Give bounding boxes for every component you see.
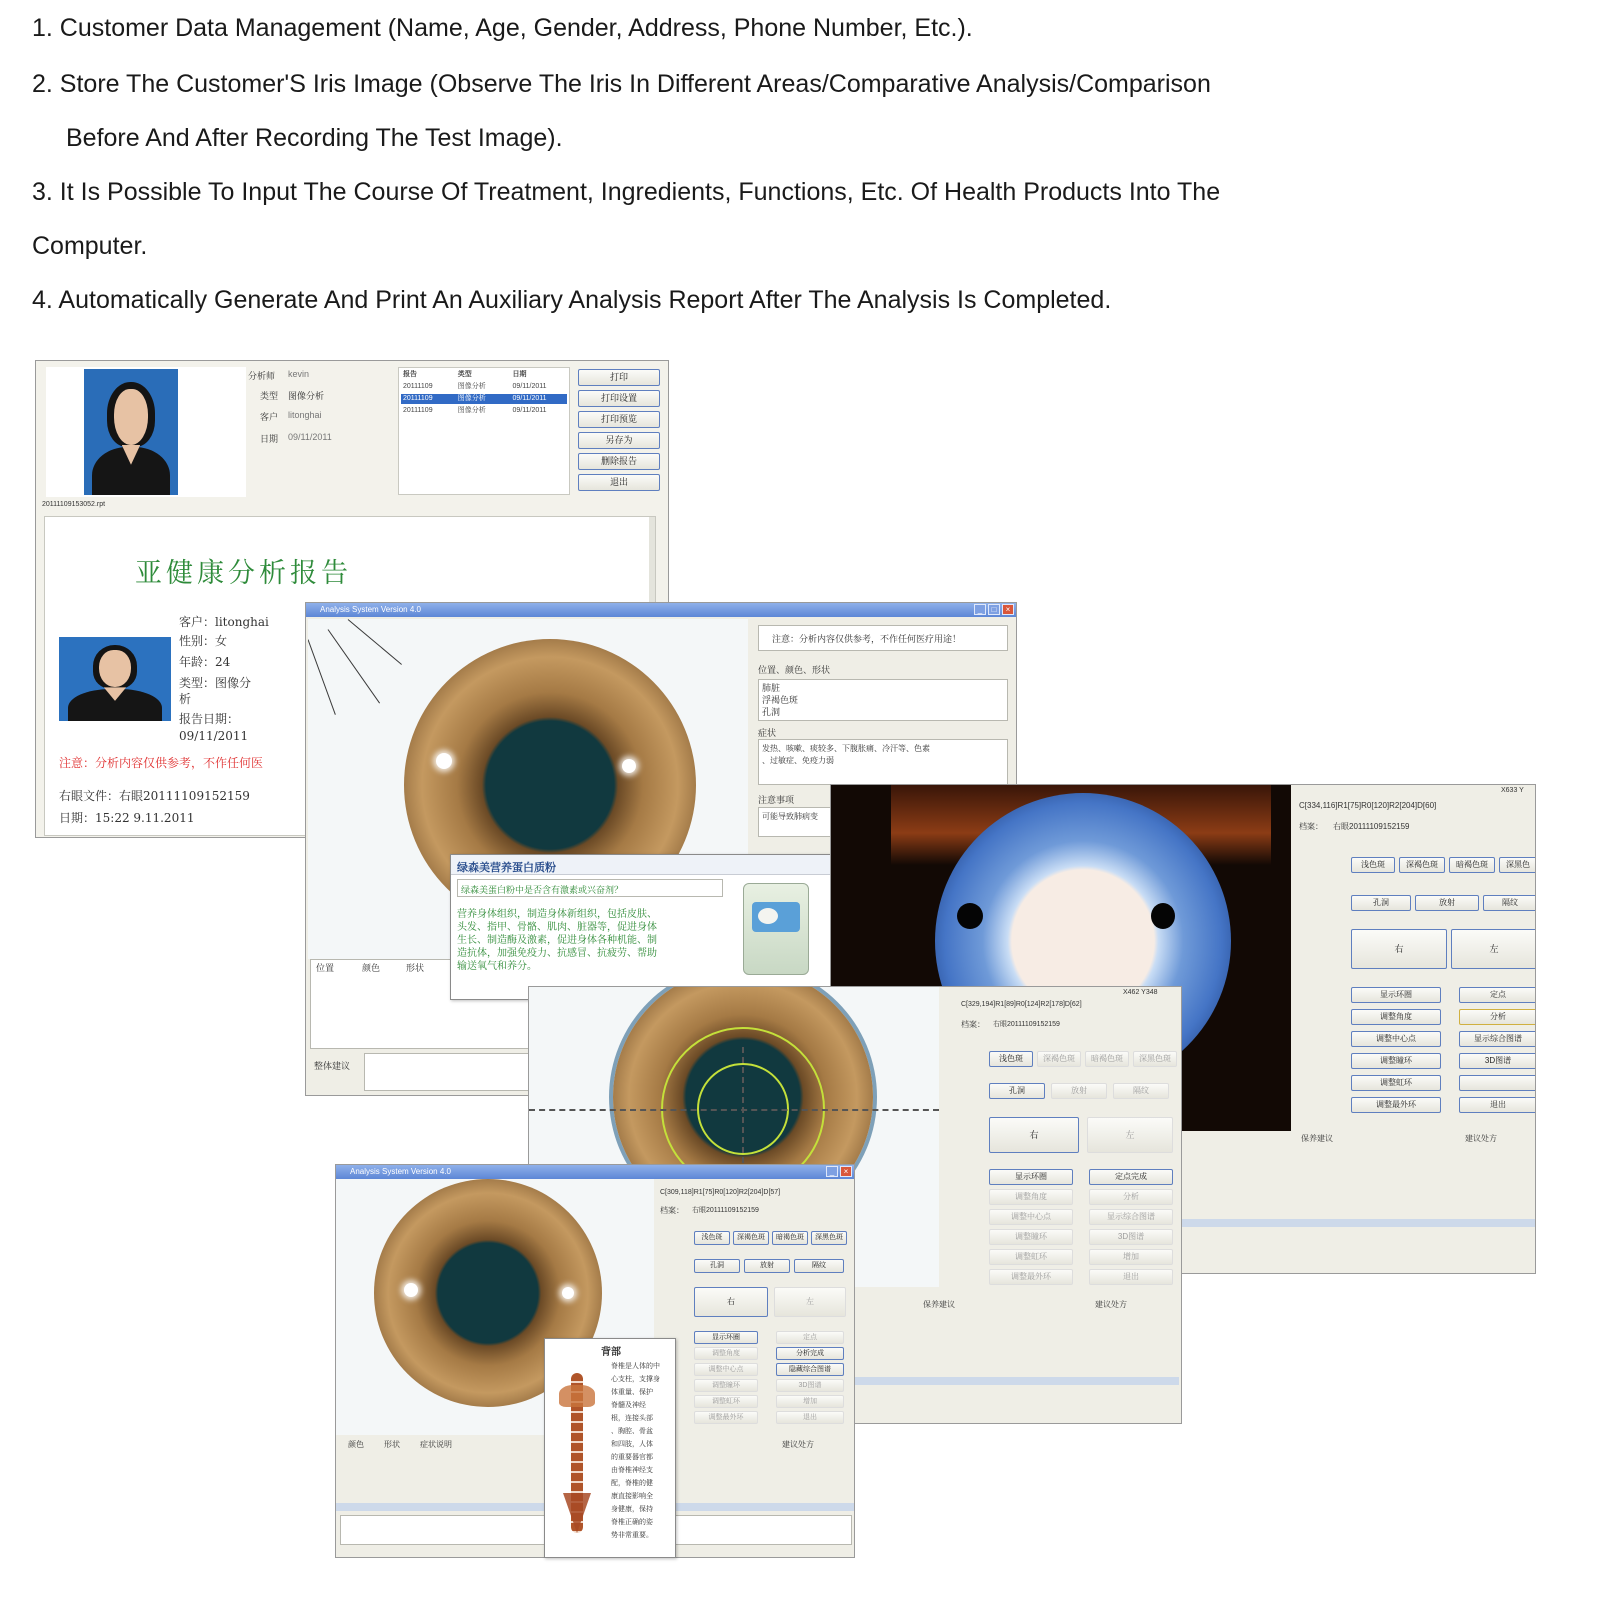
list-header-type: 类型	[457, 371, 472, 378]
list-cell: 图像分析	[457, 407, 486, 414]
hole-button[interactable]: 孔洞	[694, 1259, 740, 1273]
crosshair-horizontal	[529, 1109, 939, 1111]
disabled-button[interactable]	[1459, 1075, 1536, 1091]
close-icon[interactable]: ×	[840, 1166, 852, 1177]
field-value-date: 09/11/2011	[288, 432, 332, 442]
field-value-customer: litonghai	[288, 410, 322, 420]
file-label: 档案：	[961, 1020, 985, 1029]
spine-text-10: 配，脊椎的健	[611, 1480, 653, 1487]
table-header-color: 颜色	[362, 963, 381, 973]
minimize-icon[interactable]: _	[826, 1166, 838, 1177]
table-header-color: 颜色	[348, 1440, 364, 1449]
fix-point-done-button[interactable]: 定点完成	[1089, 1169, 1173, 1185]
adjust-angle-button[interactable]: 调整角度	[1351, 1009, 1441, 1025]
analyze-button[interactable]: 分析	[1089, 1189, 1173, 1205]
brown-spot-button[interactable]: 暗褐色斑	[772, 1231, 808, 1245]
glint	[404, 1283, 418, 1297]
exit-button[interactable]: 退出	[1089, 1269, 1173, 1285]
dark-spot	[957, 903, 983, 929]
spine-text-12: 身健康，保持	[611, 1506, 653, 1513]
right-eye-button[interactable]: 右	[989, 1117, 1079, 1153]
spine-text-11: 康直接影响全	[611, 1493, 653, 1500]
spine-text-8: 的重要器官都	[611, 1454, 653, 1461]
show-rings-button[interactable]: 显示环圈	[1351, 987, 1441, 1003]
black-spot-button[interactable]: 深黑色	[1499, 857, 1536, 873]
fix-point-button[interactable]: 定点	[1459, 987, 1536, 1003]
3d-chart-button[interactable]: 3D图谱	[1459, 1053, 1536, 1069]
table-header-position: 位置	[316, 963, 335, 973]
save-as-button[interactable]: 另存为	[578, 432, 660, 449]
table-header-shape: 形状	[384, 1440, 400, 1449]
3d-chart-button[interactable]: 3D图谱	[1089, 1229, 1173, 1245]
show-rings-button[interactable]: 显示环圈	[989, 1169, 1073, 1185]
symptom-section-label: 症状	[758, 728, 777, 738]
adjust-outer-ring-button[interactable]: 调整最外环	[694, 1411, 758, 1424]
report-date-line: 日期：15:22 9.11.2011	[59, 811, 195, 825]
show-rings-button[interactable]: 显示环圈	[694, 1331, 758, 1344]
bottom-window-titlebar[interactable]	[336, 1165, 854, 1179]
product-popup	[450, 854, 832, 1000]
spine-text-4: 脊髓及神经	[611, 1402, 646, 1409]
attention-section-label: 注意事项	[758, 795, 795, 805]
left-eye-button[interactable]: 左	[774, 1287, 846, 1317]
product-desc-2: 头发、指甲、骨骼、肌肉、脏器等，促进身体	[457, 922, 657, 933]
field-value-analyst: kevin	[288, 369, 310, 379]
file-label: 档案：	[1299, 822, 1323, 831]
hole-button[interactable]: 孔洞	[1351, 895, 1411, 911]
report-file-line: 右眼文件：右眼20111109152159	[59, 789, 250, 803]
spine-text-1: 脊椎是人体的中	[611, 1363, 660, 1370]
list-item[interactable]	[401, 406, 567, 416]
right-eye-button[interactable]: 右	[1351, 929, 1447, 969]
feature-item-3: 3. It Is Possible To Input The Course Of Treatment, Ingredients, Functions, Etc. Of Health Products Into The	[32, 178, 1221, 206]
eyelash	[308, 639, 336, 715]
prescription-label: 建议处方	[1465, 1134, 1497, 1143]
spine-text-14: 势非常重要。	[611, 1532, 653, 1539]
report-gender: 性别：女	[179, 634, 228, 648]
list-item-selected[interactable]	[401, 394, 567, 404]
report-title: 亚健康分析报告	[135, 558, 352, 589]
list-cell: 20111109	[403, 383, 433, 390]
list-cell: 09/11/2011	[512, 407, 547, 414]
adjust-outer-ring-button[interactable]: 调整最外环	[1351, 1097, 1441, 1113]
black-spot-button[interactable]: 深黑色斑	[1133, 1051, 1177, 1067]
field-value-type: 图像分析	[288, 391, 325, 401]
window-title: Analysis System Version 4.0	[320, 605, 421, 614]
file-value: 右眼20111109152159	[993, 1021, 1060, 1028]
iris-coords: C[329,194]R1[89]R0[124]R2[178]D[62]	[961, 1001, 1082, 1008]
spine-text-3: 体重量、保护	[611, 1389, 653, 1396]
table-header-symptom: 症状说明	[420, 1440, 452, 1449]
note-text: 注意：分析内容仅供参考，不作任何医疗用途！	[772, 634, 962, 644]
attention-text: 可能导致肺病变	[762, 812, 818, 821]
spine-text-6: 、胸腔、骨盆	[611, 1428, 653, 1435]
iris-coords: C[309,118]R1[75]R0[120]R2[204]D[57]	[660, 1189, 781, 1196]
care-advice-label: 保养建议	[923, 1300, 955, 1309]
add-button[interactable]: 增加	[776, 1395, 844, 1408]
table-header-shape: 形状	[406, 963, 425, 973]
exit-button[interactable]: 退出	[776, 1411, 844, 1424]
analyze-done-button[interactable]: 分析完成	[776, 1347, 844, 1360]
print-button[interactable]: 打印	[578, 369, 660, 386]
analysis-window-titlebar[interactable]	[306, 603, 1016, 617]
light-spot-button[interactable]: 浅色斑	[1351, 857, 1395, 873]
cursor-coords: X462 Y348	[1123, 989, 1158, 996]
file-label: 档案：	[660, 1206, 684, 1215]
exit-button[interactable]: 退出	[578, 474, 660, 491]
field-label-type: 类型	[260, 391, 279, 401]
position-value-2: 浮褐色斑	[762, 695, 799, 705]
symptom-text: 发热、咳嗽、痰较多、下腹胀痛、冷汗等、色素	[762, 744, 930, 753]
report-filename: 20111109153052.rpt	[42, 501, 106, 508]
spine-text-13: 脊椎正确的姿	[611, 1519, 653, 1526]
show-chart-button[interactable]: 显示综合图谱	[1459, 1031, 1536, 1047]
analyze-button[interactable]: 分析	[1459, 1009, 1536, 1025]
report-list[interactable]	[398, 367, 570, 495]
product-desc-3: 生长、制造酶及激素，促进身体各种机能、制	[457, 935, 657, 946]
list-cell: 图像分析	[457, 383, 486, 390]
product-desc-5: 输送氧气和养分。	[457, 961, 537, 972]
product-can-image	[743, 883, 809, 975]
glint	[436, 753, 452, 769]
report-type: 类型：图像分	[179, 676, 252, 690]
left-eye-button[interactable]: 左	[1087, 1117, 1173, 1153]
feature-item-3-cont: Computer.	[32, 232, 148, 260]
hole-button[interactable]: 孔洞	[989, 1083, 1045, 1099]
product-desc-1: 营养身体组织，制造身体新组织，包括皮肤、	[457, 909, 657, 920]
glint	[622, 759, 636, 773]
prescription-label: 建议处方	[1095, 1300, 1127, 1309]
stripe-button[interactable]: 隔纹	[1113, 1083, 1169, 1099]
report-warning: 注意：分析内容仅供参考，不作任何医	[59, 756, 264, 770]
black-spot-button[interactable]: 深黑色斑	[811, 1231, 847, 1245]
adjust-iris-ring-button[interactable]: 调整虹环	[1351, 1075, 1441, 1091]
adjust-pupil-ring-button[interactable]: 调整瞳环	[694, 1379, 758, 1392]
spine-illustration	[557, 1373, 597, 1537]
crosshair-vertical	[742, 1047, 744, 1173]
report-date-value: 09/11/2011	[179, 729, 249, 743]
file-value: 右眼20111109152159	[1333, 822, 1410, 831]
show-chart-button[interactable]: 显示综合图谱	[1089, 1209, 1173, 1225]
maximize-icon[interactable]: □	[988, 604, 1000, 615]
list-cell: 09/11/2011	[512, 395, 547, 402]
light-spot-button[interactable]: 浅色斑	[989, 1051, 1033, 1067]
field-label-date: 日期	[260, 434, 279, 444]
position-value-3: 孔洞	[762, 707, 781, 717]
file-value: 右眼20111109152159	[692, 1207, 759, 1214]
iris-coords: C[334,116]R1[75]R0[120]R2[204]D[60]	[1299, 801, 1437, 810]
adjust-angle-button[interactable]: 调整角度	[989, 1189, 1073, 1205]
stripe-button[interactable]: 隔纹	[1483, 895, 1536, 911]
adjust-pupil-ring-button[interactable]: 调整瞳环	[989, 1229, 1073, 1245]
print-preview-button[interactable]: 打印预览	[578, 411, 660, 428]
care-advice-label: 保养建议	[1301, 1134, 1333, 1143]
feature-item-2-cont: Before And After Recording The Test Image).	[66, 124, 563, 152]
list-cell: 图像分析	[457, 395, 486, 402]
close-icon[interactable]: ×	[1002, 604, 1014, 615]
ring-window-side-panel	[941, 987, 1182, 1424]
bottom-window-side-panel	[656, 1179, 855, 1558]
adjust-outer-ring-button[interactable]: 调整最外环	[989, 1269, 1073, 1285]
report-age: 年龄：24	[179, 655, 231, 669]
field-label-analyst: 分析师	[248, 371, 276, 381]
spine-popup	[544, 1338, 676, 1558]
spine-text-5: 根，连接头部	[611, 1415, 653, 1422]
feature-item-4: 4. Automatically Generate And Print An Auxiliary Analysis Report After The Analysis Is Completed.	[32, 286, 1112, 314]
add-button[interactable]: 增加	[1089, 1249, 1173, 1265]
customer-photo	[84, 369, 178, 495]
report-type-cont: 析	[179, 692, 192, 706]
spine-text-2: 心支柱，支撑身	[611, 1376, 660, 1383]
report-customer-photo	[59, 637, 171, 721]
right-eye-button[interactable]: 右	[694, 1287, 768, 1317]
adjust-center-button[interactable]: 调整中心点	[694, 1363, 758, 1376]
report-date-label: 报告日期：	[179, 712, 240, 726]
list-item[interactable]	[401, 382, 567, 392]
3d-chart-button[interactable]: 3D图谱	[776, 1379, 844, 1392]
blue-window-side-panel	[1293, 785, 1536, 1274]
window-title: Analysis System Version 4.0	[350, 1167, 451, 1176]
report-list-header	[401, 370, 567, 380]
radial-button[interactable]: 放射	[1415, 895, 1479, 911]
left-eye-button[interactable]: 左	[1451, 929, 1536, 969]
product-title: 绿森美营养蛋白质粉	[457, 862, 556, 874]
prescription-label: 建议处方	[782, 1440, 814, 1449]
minimize-icon[interactable]: _	[974, 604, 986, 615]
dark-brown-spot-button[interactable]: 深褐色斑	[1037, 1051, 1081, 1067]
brown-spot-button[interactable]: 暗褐色斑	[1449, 857, 1495, 873]
adjust-center-button[interactable]: 调整中心点	[1351, 1031, 1441, 1047]
customer-photo-box	[46, 367, 246, 497]
product-question: 绿森美蛋白粉中是否含有激素或兴奋剂？	[461, 885, 624, 895]
cursor-coords: X633 Y	[1501, 787, 1524, 794]
radial-button[interactable]: 放射	[744, 1259, 790, 1273]
spine-popup-title: 背部	[601, 1347, 621, 1358]
adjust-iris-ring-button[interactable]: 调整虹环	[989, 1249, 1073, 1265]
field-label-customer: 客户	[260, 412, 279, 422]
spine-text-9: 由脊椎神经支	[611, 1467, 653, 1474]
product-desc-4: 造抗体，加强免疫力、抗感冒、抗疲劳、帮助	[457, 948, 657, 959]
hide-chart-button[interactable]: 隐藏综合图谱	[776, 1363, 844, 1376]
dark-spot	[1151, 903, 1175, 929]
feature-item-2: 2. Store The Customer'S Iris Image (Observe The Iris In Different Areas/Comparative Analysis/Comparison	[32, 70, 1211, 98]
dark-brown-spot-button[interactable]: 深褐色斑	[1399, 857, 1445, 873]
light-spot-button[interactable]: 浅色斑	[694, 1231, 730, 1245]
summary-label: 整体建议	[314, 1061, 351, 1071]
fix-point-button[interactable]: 定点	[776, 1331, 844, 1344]
symptom-text-2: 、过敏症、免疫力弱	[762, 756, 834, 765]
delete-report-button[interactable]: 删除报告	[578, 453, 660, 470]
position-section-label: 位置、颜色、形状	[758, 665, 831, 675]
print-settings-button[interactable]: 打印设置	[578, 390, 660, 407]
stripe-button[interactable]: 隔纹	[794, 1259, 844, 1273]
feature-item-1: 1. Customer Data Management (Name, Age, Gender, Address, Phone Number, Etc.).	[32, 14, 973, 42]
adjust-iris-ring-button[interactable]: 调整虹环	[694, 1395, 758, 1408]
position-value-1: 肺脏	[762, 683, 781, 693]
eyelash	[348, 619, 402, 665]
radial-button[interactable]: 放射	[1051, 1083, 1107, 1099]
dark-brown-spot-button[interactable]: 深褐色斑	[733, 1231, 769, 1245]
adjust-pupil-ring-button[interactable]: 调整瞳环	[1351, 1053, 1441, 1069]
exit-button[interactable]: 退出	[1459, 1097, 1536, 1113]
spine-text-7: 和四肢，人体	[611, 1441, 653, 1448]
report-customer: 客户：litonghai	[179, 615, 269, 629]
adjust-angle-button[interactable]: 调整角度	[694, 1347, 758, 1360]
list-header-report: 报告	[403, 371, 417, 378]
list-cell: 09/11/2011	[512, 383, 547, 390]
brown-spot-button[interactable]: 暗褐色斑	[1085, 1051, 1129, 1067]
list-cell: 20111109	[403, 395, 433, 402]
glint	[562, 1287, 574, 1299]
list-cell: 20111109	[403, 407, 433, 414]
adjust-center-button[interactable]: 调整中心点	[989, 1209, 1073, 1225]
list-header-date: 日期	[512, 371, 527, 378]
